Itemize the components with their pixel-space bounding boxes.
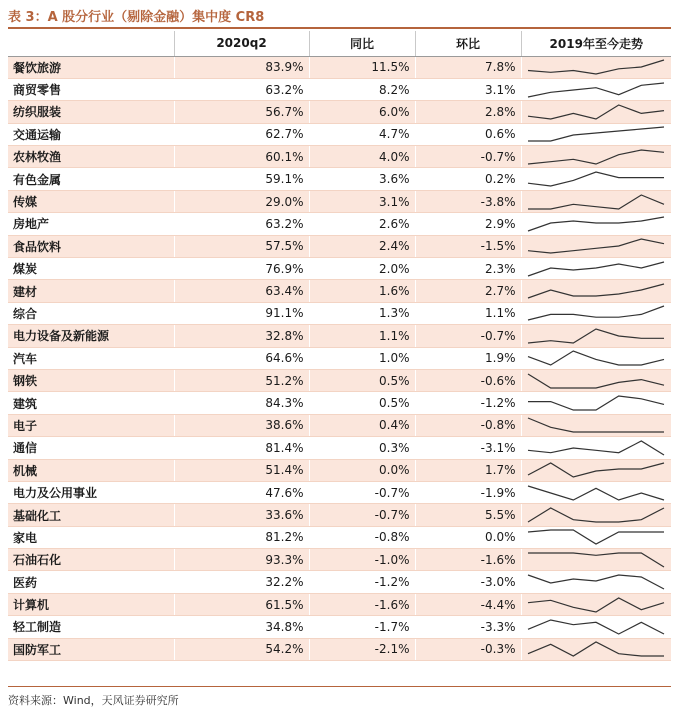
trend-sparkline xyxy=(527,238,665,254)
trend-line xyxy=(528,105,664,119)
trend-line xyxy=(528,396,664,410)
table-row xyxy=(8,504,671,526)
trend-sparkline-cell xyxy=(521,123,671,145)
trend-line xyxy=(528,150,664,164)
value-qoq: -0.7% xyxy=(415,325,521,347)
industry-name: 传媒 xyxy=(8,190,174,212)
value-qoq: -1.2% xyxy=(415,392,521,414)
value-yoy: 1.1% xyxy=(309,325,415,347)
industry-name: 纺织服装 xyxy=(8,101,174,123)
trend-sparkline xyxy=(527,395,665,411)
trend-sparkline xyxy=(527,283,665,299)
table-row xyxy=(8,302,671,324)
industry-name: 餐饮旅游 xyxy=(8,56,174,78)
table-row xyxy=(8,481,671,503)
table-row xyxy=(8,235,671,257)
trend-sparkline xyxy=(527,574,665,590)
table-title: 表 3：A 股分行业（剔除金融）集中度 CR8 xyxy=(8,10,265,25)
value-yoy: -2.1% xyxy=(309,638,415,660)
value-qoq: 0.6% xyxy=(415,123,521,145)
value-qoq: 2.7% xyxy=(415,280,521,302)
trend-line xyxy=(528,553,664,567)
value-2020q2: 63.2% xyxy=(174,78,309,100)
trend-line xyxy=(528,262,664,276)
value-yoy: -1.0% xyxy=(309,549,415,571)
trend-sparkline-cell xyxy=(521,302,671,324)
industry-name: 电力及公用事业 xyxy=(8,481,174,503)
industry-name: 电子 xyxy=(8,414,174,436)
trend-sparkline-cell xyxy=(521,392,671,414)
value-yoy: -1.7% xyxy=(309,616,415,638)
trend-sparkline-cell xyxy=(521,481,671,503)
industry-name: 家电 xyxy=(8,526,174,548)
table-row xyxy=(8,616,671,638)
industry-name: 机械 xyxy=(8,459,174,481)
trend-sparkline-cell xyxy=(521,504,671,526)
trend-line xyxy=(528,239,664,253)
value-yoy: 2.0% xyxy=(309,258,415,280)
table-row xyxy=(8,369,671,391)
trend-line xyxy=(528,217,664,231)
value-yoy: 8.2% xyxy=(309,78,415,100)
value-2020q2: 56.7% xyxy=(174,101,309,123)
industry-name: 交通运输 xyxy=(8,123,174,145)
value-qoq: -0.8% xyxy=(415,414,521,436)
trend-line xyxy=(528,575,664,589)
trend-sparkline-cell xyxy=(521,325,671,347)
value-qoq: 1.9% xyxy=(415,347,521,369)
trend-sparkline xyxy=(527,417,665,433)
value-yoy: -1.2% xyxy=(309,571,415,593)
value-qoq: -0.7% xyxy=(415,146,521,168)
header-trend: 2019年至今走势 xyxy=(521,31,671,56)
trend-sparkline-cell xyxy=(521,347,671,369)
value-2020q2: 76.9% xyxy=(174,258,309,280)
table-row xyxy=(8,325,671,347)
value-yoy: 4.0% xyxy=(309,146,415,168)
value-2020q2: 51.2% xyxy=(174,369,309,391)
trend-sparkline-cell xyxy=(521,526,671,548)
trend-sparkline-cell xyxy=(521,213,671,235)
trend-sparkline-cell xyxy=(521,437,671,459)
trend-sparkline-cell xyxy=(521,459,671,481)
trend-sparkline-cell xyxy=(521,280,671,302)
value-qoq: -3.3% xyxy=(415,616,521,638)
industry-name: 轻工制造 xyxy=(8,616,174,638)
trend-sparkline xyxy=(527,641,665,657)
value-yoy: 0.3% xyxy=(309,437,415,459)
value-yoy: 0.0% xyxy=(309,459,415,481)
value-qoq: -3.8% xyxy=(415,190,521,212)
value-yoy: 11.5% xyxy=(309,56,415,78)
value-2020q2: 64.6% xyxy=(174,347,309,369)
trend-sparkline xyxy=(527,104,665,120)
value-qoq: 2.3% xyxy=(415,258,521,280)
trend-line xyxy=(528,374,664,388)
trend-sparkline xyxy=(527,552,665,568)
industry-name: 通信 xyxy=(8,437,174,459)
trend-line xyxy=(528,486,664,500)
table-row xyxy=(8,347,671,369)
industry-name: 建材 xyxy=(8,280,174,302)
industry-name: 综合 xyxy=(8,302,174,324)
value-2020q2: 61.5% xyxy=(174,593,309,615)
trend-sparkline-cell xyxy=(521,235,671,257)
value-2020q2: 81.4% xyxy=(174,437,309,459)
value-qoq: -3.1% xyxy=(415,437,521,459)
trend-sparkline-cell xyxy=(521,571,671,593)
trend-line xyxy=(528,306,664,320)
title-rule xyxy=(8,27,671,29)
trend-sparkline-cell xyxy=(521,549,671,571)
table-row xyxy=(8,258,671,280)
trend-line xyxy=(528,598,664,612)
trend-sparkline xyxy=(527,440,665,456)
value-2020q2: 62.7% xyxy=(174,123,309,145)
trend-line xyxy=(528,127,664,141)
trend-sparkline-cell xyxy=(521,190,671,212)
value-2020q2: 59.1% xyxy=(174,168,309,190)
value-qoq: 1.1% xyxy=(415,302,521,324)
industry-name: 国防军工 xyxy=(8,638,174,660)
value-qoq: -1.6% xyxy=(415,549,521,571)
trend-sparkline xyxy=(527,149,665,165)
table-row xyxy=(8,101,671,123)
header-qoq: 环比 xyxy=(415,31,521,56)
value-qoq: 2.8% xyxy=(415,101,521,123)
trend-line xyxy=(528,508,664,522)
value-yoy: 3.1% xyxy=(309,190,415,212)
trend-line xyxy=(528,463,664,477)
header-industry xyxy=(8,31,174,56)
industry-name: 汽车 xyxy=(8,347,174,369)
trend-sparkline xyxy=(527,485,665,501)
value-2020q2: 63.2% xyxy=(174,213,309,235)
trend-sparkline-cell xyxy=(521,146,671,168)
value-2020q2: 91.1% xyxy=(174,302,309,324)
trend-sparkline xyxy=(527,462,665,478)
value-yoy: -0.8% xyxy=(309,526,415,548)
industry-name: 有色金属 xyxy=(8,168,174,190)
trend-line xyxy=(528,418,664,432)
value-qoq: -1.9% xyxy=(415,481,521,503)
value-yoy: -1.6% xyxy=(309,593,415,615)
table-row xyxy=(8,190,671,212)
trend-line xyxy=(528,642,664,656)
value-qoq: 7.8% xyxy=(415,56,521,78)
value-yoy: 3.6% xyxy=(309,168,415,190)
industry-name: 基础化工 xyxy=(8,504,174,526)
value-yoy: 4.7% xyxy=(309,123,415,145)
table-row xyxy=(8,168,671,190)
trend-line xyxy=(528,60,664,74)
table-row xyxy=(8,414,671,436)
trend-line xyxy=(528,441,664,455)
industry-name: 钢铁 xyxy=(8,369,174,391)
value-2020q2: 60.1% xyxy=(174,146,309,168)
value-2020q2: 34.8% xyxy=(174,616,309,638)
value-2020q2: 81.2% xyxy=(174,526,309,548)
trend-sparkline xyxy=(527,373,665,389)
table-row xyxy=(8,78,671,100)
value-2020q2: 33.6% xyxy=(174,504,309,526)
value-2020q2: 47.6% xyxy=(174,481,309,503)
trend-line xyxy=(528,195,664,209)
value-2020q2: 57.5% xyxy=(174,235,309,257)
value-qoq: -0.6% xyxy=(415,369,521,391)
value-yoy: 0.5% xyxy=(309,392,415,414)
industry-name: 电力设备及新能源 xyxy=(8,325,174,347)
value-qoq: -1.5% xyxy=(415,235,521,257)
table-row xyxy=(8,392,671,414)
header-yoy: 同比 xyxy=(309,31,415,56)
value-yoy: 2.6% xyxy=(309,213,415,235)
trend-sparkline xyxy=(527,597,665,613)
trend-sparkline-cell xyxy=(521,638,671,660)
trend-sparkline-cell xyxy=(521,593,671,615)
trend-sparkline xyxy=(527,126,665,142)
value-2020q2: 54.2% xyxy=(174,638,309,660)
industry-name: 房地产 xyxy=(8,213,174,235)
value-2020q2: 63.4% xyxy=(174,280,309,302)
value-yoy: -0.7% xyxy=(309,481,415,503)
industry-name: 商贸零售 xyxy=(8,78,174,100)
trend-sparkline xyxy=(527,619,665,635)
value-yoy: -0.7% xyxy=(309,504,415,526)
value-qoq: 0.0% xyxy=(415,526,521,548)
value-yoy: 1.6% xyxy=(309,280,415,302)
value-2020q2: 51.4% xyxy=(174,459,309,481)
table-body xyxy=(8,56,671,661)
industry-name: 农林牧渔 xyxy=(8,146,174,168)
trend-sparkline xyxy=(527,216,665,232)
industry-name: 煤炭 xyxy=(8,258,174,280)
industry-name: 建筑 xyxy=(8,392,174,414)
trend-sparkline-cell xyxy=(521,78,671,100)
trend-sparkline-cell xyxy=(521,258,671,280)
table-row xyxy=(8,593,671,615)
trend-sparkline xyxy=(527,82,665,98)
value-qoq: 5.5% xyxy=(415,504,521,526)
value-yoy: 6.0% xyxy=(309,101,415,123)
table-row xyxy=(8,526,671,548)
table-row xyxy=(8,146,671,168)
value-2020q2: 38.6% xyxy=(174,414,309,436)
value-yoy: 2.4% xyxy=(309,235,415,257)
trend-sparkline xyxy=(527,507,665,523)
value-qoq: 1.7% xyxy=(415,459,521,481)
source-note: 资料来源：Wind，天风证券研究所 xyxy=(8,694,179,707)
table-row xyxy=(8,549,671,571)
trend-line xyxy=(528,172,664,186)
trend-sparkline-cell xyxy=(521,168,671,190)
trend-line xyxy=(528,284,664,298)
table-row xyxy=(8,280,671,302)
table-row xyxy=(8,56,671,78)
trend-sparkline xyxy=(527,261,665,277)
trend-line xyxy=(528,351,664,365)
value-2020q2: 83.9% xyxy=(174,56,309,78)
value-yoy: 1.0% xyxy=(309,347,415,369)
header-2020q2: 2020q2 xyxy=(174,31,309,56)
industry-name: 食品饮料 xyxy=(8,235,174,257)
trend-sparkline xyxy=(527,171,665,187)
trend-sparkline-cell xyxy=(521,414,671,436)
bottom-rule xyxy=(8,686,671,687)
trend-sparkline-cell xyxy=(521,101,671,123)
value-yoy: 1.3% xyxy=(309,302,415,324)
trend-sparkline-cell xyxy=(521,369,671,391)
trend-line xyxy=(528,620,664,634)
table-row xyxy=(8,437,671,459)
trend-sparkline xyxy=(527,529,665,545)
value-yoy: 0.5% xyxy=(309,369,415,391)
trend-sparkline xyxy=(527,328,665,344)
trend-sparkline-cell xyxy=(521,56,671,78)
industry-name: 医药 xyxy=(8,571,174,593)
value-qoq: -4.4% xyxy=(415,593,521,615)
value-yoy: 0.4% xyxy=(309,414,415,436)
table-row xyxy=(8,571,671,593)
trend-sparkline xyxy=(527,59,665,75)
table-row xyxy=(8,459,671,481)
table-row xyxy=(8,638,671,660)
value-qoq: 2.9% xyxy=(415,213,521,235)
trend-sparkline xyxy=(527,194,665,210)
industry-name: 计算机 xyxy=(8,593,174,615)
trend-line xyxy=(528,329,664,343)
cr8-table xyxy=(8,31,671,661)
value-2020q2: 32.2% xyxy=(174,571,309,593)
value-2020q2: 29.0% xyxy=(174,190,309,212)
value-qoq: 3.1% xyxy=(415,78,521,100)
trend-line xyxy=(528,530,664,544)
trend-sparkline xyxy=(527,305,665,321)
trend-line xyxy=(528,83,664,97)
table-row xyxy=(8,213,671,235)
table-row xyxy=(8,123,671,145)
trend-sparkline-cell xyxy=(521,616,671,638)
value-2020q2: 84.3% xyxy=(174,392,309,414)
value-qoq: 0.2% xyxy=(415,168,521,190)
value-qoq: -0.3% xyxy=(415,638,521,660)
industry-name: 石油石化 xyxy=(8,549,174,571)
trend-sparkline xyxy=(527,350,665,366)
value-qoq: -3.0% xyxy=(415,571,521,593)
value-2020q2: 32.8% xyxy=(174,325,309,347)
value-2020q2: 93.3% xyxy=(174,549,309,571)
header-row xyxy=(8,31,671,56)
